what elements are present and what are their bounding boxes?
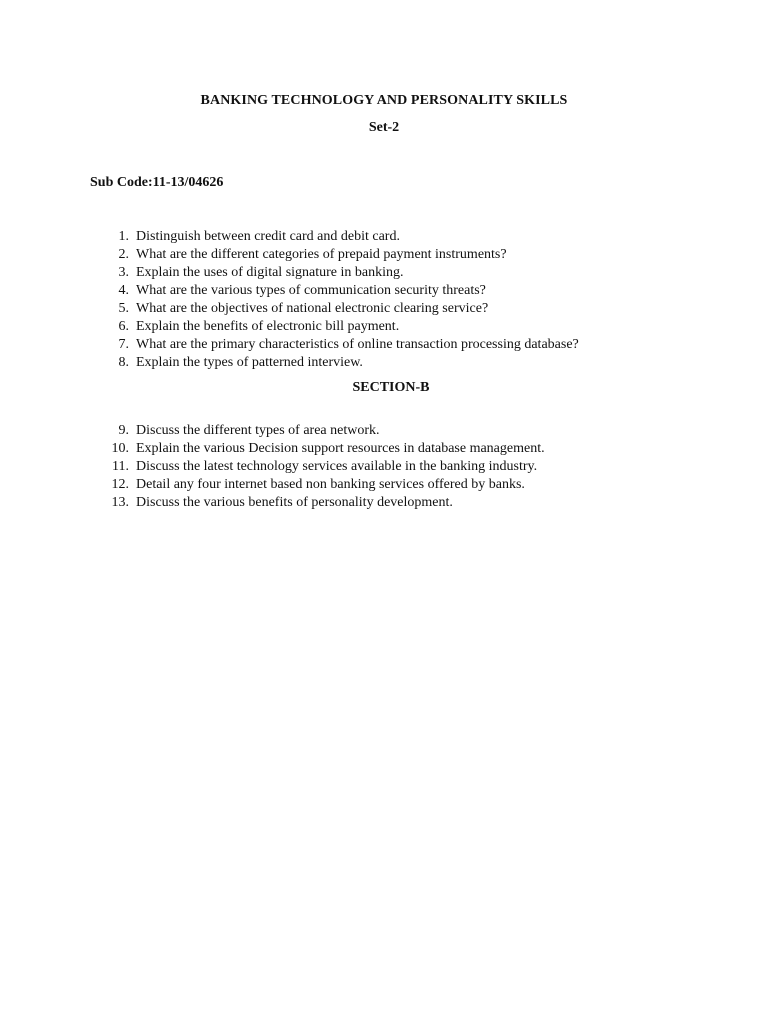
sub-code: Sub Code:11-13/04626 xyxy=(90,175,224,190)
question-text: What are the various types of communication security threats? xyxy=(136,283,486,298)
list-item xyxy=(105,228,579,246)
question-text: What are the primary characteristics of online transaction processing database? xyxy=(136,337,579,352)
question-number: 11. xyxy=(112,459,129,474)
list-item xyxy=(105,422,545,440)
question-text: Explain the types of patterned interview. xyxy=(136,355,363,370)
question-number: 9. xyxy=(118,423,129,438)
question-number: 5. xyxy=(118,301,129,316)
question-text: Discuss the different types of area network. xyxy=(136,423,380,438)
list-item xyxy=(105,476,545,494)
question-number: 1. xyxy=(118,229,129,244)
question-text: Distinguish between credit card and debit card. xyxy=(136,229,400,244)
question-number: 3. xyxy=(118,265,129,280)
list-item xyxy=(105,494,545,512)
section-b-question-list xyxy=(105,422,545,512)
list-item xyxy=(105,300,579,318)
question-text: Detail any four internet based non banking services offered by banks. xyxy=(136,477,525,492)
question-text: What are the different categories of prepaid payment instruments? xyxy=(136,247,507,262)
list-item xyxy=(105,336,579,354)
question-number: 7. xyxy=(118,337,129,352)
section-a-question-list xyxy=(105,228,579,372)
question-text: Explain the various Decision support resources in database management. xyxy=(136,441,545,456)
list-item xyxy=(105,318,579,336)
list-item xyxy=(105,354,579,372)
question-number: 13. xyxy=(111,495,129,510)
set-label: Set-2 xyxy=(368,120,400,135)
question-text: Discuss the latest technology services available in the banking industry. xyxy=(136,459,538,474)
question-number: 4. xyxy=(118,283,129,298)
list-item xyxy=(105,246,579,264)
document-title: BANKING TECHNOLOGY AND PERSONALITY SKILLS xyxy=(200,93,568,108)
list-item xyxy=(105,458,545,476)
question-number: 8. xyxy=(118,355,129,370)
question-number: 12. xyxy=(111,477,129,492)
question-text: Explain the benefits of electronic bill payment. xyxy=(136,319,400,334)
question-number: 10. xyxy=(111,441,129,456)
list-item xyxy=(105,440,545,458)
question-text: What are the objectives of national electronic clearing service? xyxy=(136,301,489,316)
list-item xyxy=(105,264,579,282)
list-item xyxy=(105,282,579,300)
question-text: Explain the uses of digital signature in banking. xyxy=(136,265,404,280)
section-b-heading: SECTION-B xyxy=(352,380,430,395)
question-text: Discuss the various benefits of personality development. xyxy=(136,495,453,510)
question-number: 2. xyxy=(118,247,129,262)
question-number: 6. xyxy=(118,319,129,334)
